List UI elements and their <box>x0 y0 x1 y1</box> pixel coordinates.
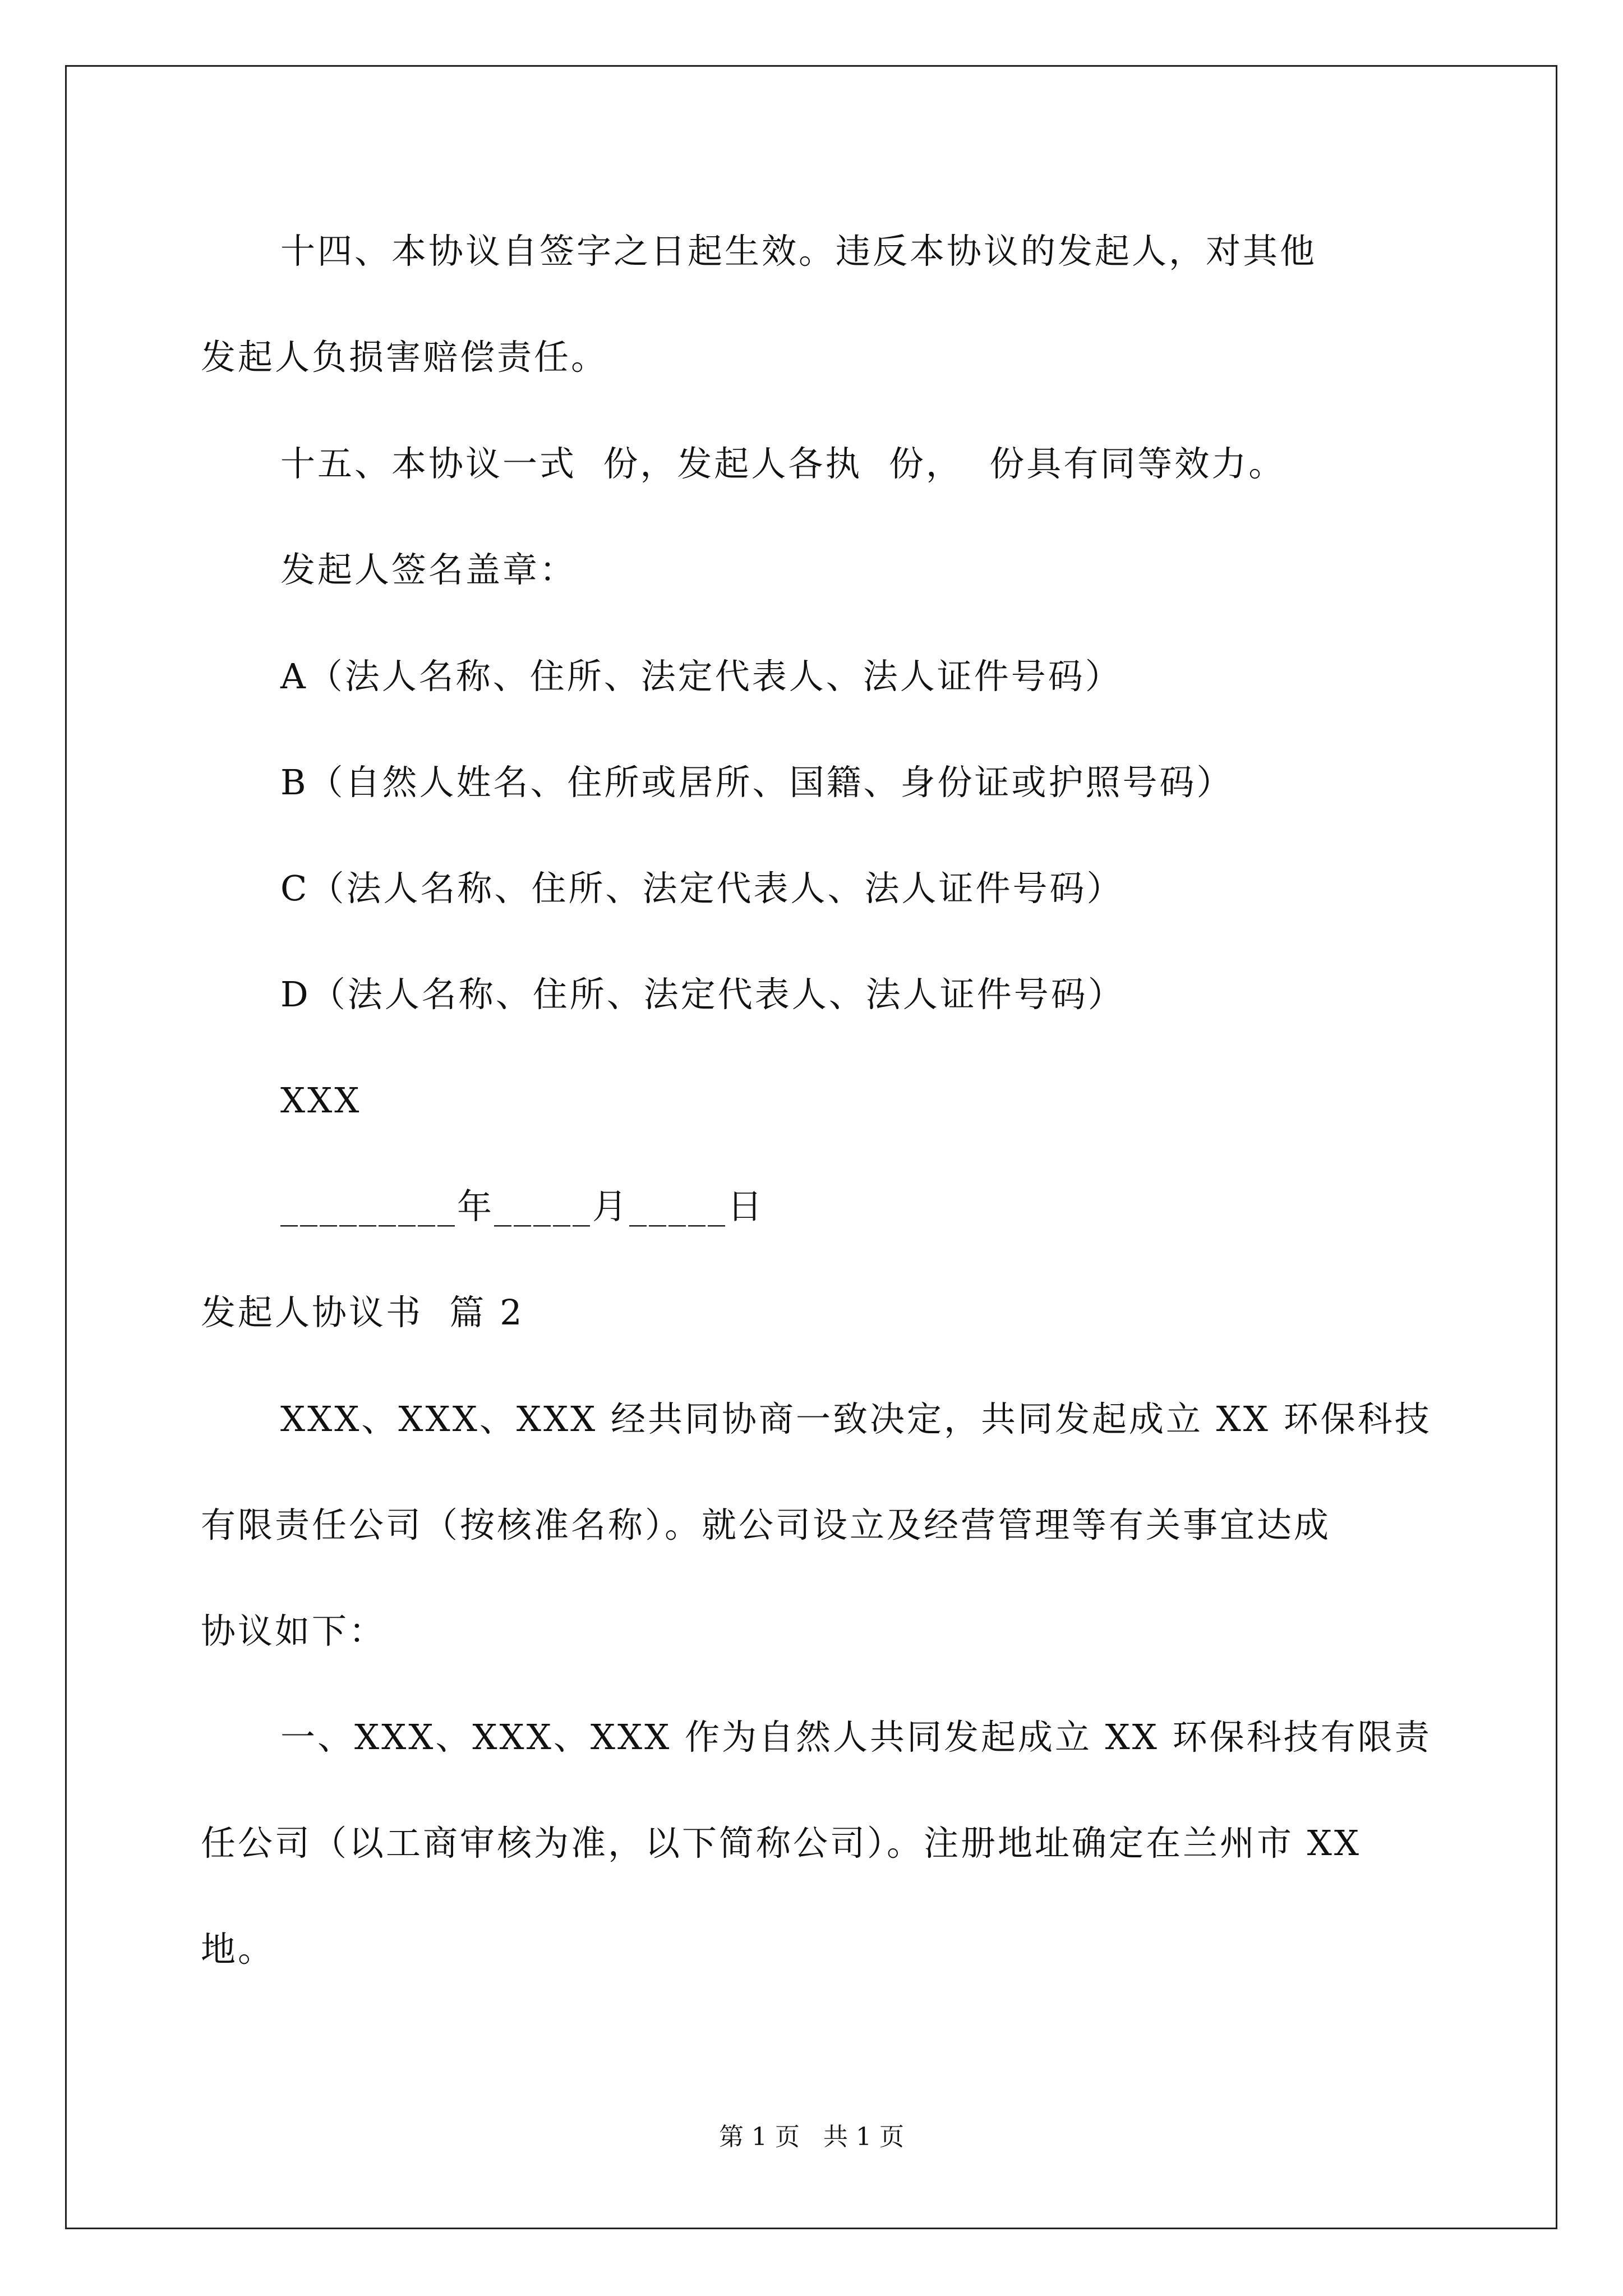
party-c: C（法人名称、住所、法定代表人、法人证件号码） <box>280 868 1124 909</box>
clause-15: 十五、本协议一式 份，发起人各执 份， 份具有同等效力。 <box>280 443 1286 484</box>
placeholder-xxx: XXX <box>280 1080 362 1121</box>
clause-14-line-1: 十四、本协议自签字之日起生效。违反本协议的发起人，对其他 <box>280 231 1317 272</box>
party-b: B（自然人姓名、住所或居所、国籍、身份证或护照号码） <box>280 762 1234 803</box>
section-2-para-1-line-3: 协议如下： <box>201 1611 386 1651</box>
signature-heading: 发起人签名盖章： <box>280 549 577 590</box>
page-footer: 第 1 页 共 1 页 <box>719 2123 904 2151</box>
clause-14-line-2: 发起人负损害赔偿责任。 <box>201 337 608 378</box>
section-2-para-2-line-1: 一、XXX、XXX、XXX 作为自然人共同发起成立 XX 环保科技有限责 <box>280 1717 1432 1757</box>
section-2-title: 发起人协议书 篇 2 <box>201 1292 524 1333</box>
section-2-para-2-line-3: 地。 <box>201 1929 275 1970</box>
section-2-para-2-line-2: 任公司（以工商审核为准，以下简称公司）。注册地址确定在兰州市 XX <box>201 1823 1361 1864</box>
date-line: _________年_____月_____日 <box>280 1186 764 1227</box>
section-2-para-1-line-1: XXX、XXX、XXX 经共同协商一致决定，共同发起成立 XX 环保科技 <box>280 1398 1432 1439</box>
party-a: A（法人名称、住所、法定代表人、法人证件号码） <box>280 656 1122 697</box>
party-d: D（法人名称、住所、法定代表人、法人证件号码） <box>280 974 1125 1015</box>
section-2-para-1-line-2: 有限责任公司（按核准名称）。就公司设立及经营管理等有关事宜达成 <box>201 1504 1331 1545</box>
page-border <box>65 65 1557 2229</box>
